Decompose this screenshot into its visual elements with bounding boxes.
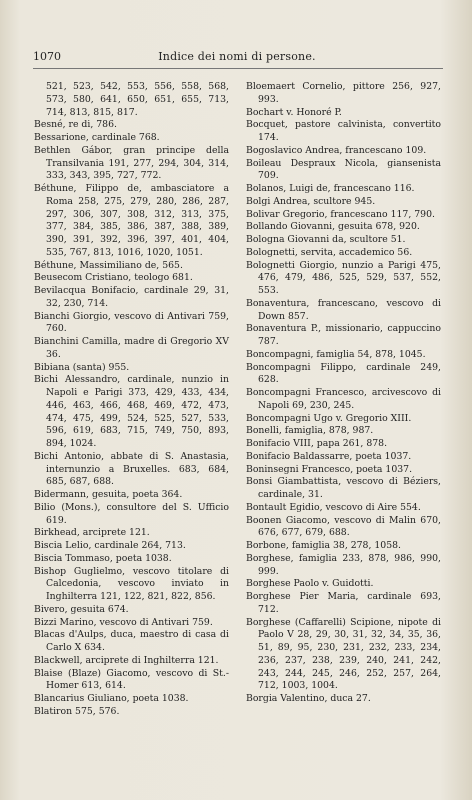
index-entry: Bizzi Marino, vescovo di Antivari 759. <box>34 616 213 628</box>
index-entry: Bloemaert Cornelio, pittore 256, 927, 993. <box>246 81 441 105</box>
index-entry: Bonsi Giambattista, vescovo di Béziers, cardinale, 31. <box>246 476 441 500</box>
running-title: Indice dei nomi di persone. <box>158 50 316 63</box>
index-entry: Blaise (Blaze) Giacomo, vescovo di St.-Homer 613, 614. <box>34 667 229 692</box>
index-entry: Bianchi Giorgio, vescovo di Antivari 759, 760. <box>34 310 229 335</box>
index-entry: Blatiron 575, 576. <box>34 705 120 717</box>
index-entry: Boncompagni Ugo v. Gregorio XIII. <box>246 412 412 424</box>
index-entry: Borghese (Caffarelli) Scipione, nipote di Paolo V 28, 29, 30, 31, 32, 34, 35, 36, 51, 89, 95, 230, 231, 232, 233, 234, 236, 237, 238, 239, 240, 241, 242, 243, 244, 245, 246, 252, 257, 264, 712, 1003, 1004. <box>246 616 441 692</box>
index-entry: Bonaventura P., missionario, cappuccino 787. <box>246 323 441 347</box>
index-column-right <box>246 81 441 706</box>
index-entry: Bianchini Camilla, madre di Gregorio XV 36. <box>34 336 229 360</box>
index-entry: Bonaventura, francescano, vescovo di Down 857. <box>246 297 441 322</box>
index-entry: Boncompagni Francesco, arcivescovo di Napoli 69, 230, 245. <box>246 387 441 411</box>
index-entry: Béthune, Filippo de, ambasciatore a Roma 258, 275, 279, 280, 286, 287, 297, 306, 307, 308, 312, 313, 375, 377, 384, 385, 386, 387, 388, 389, 390, 391, 392, 396, 397, 401, 404, 535, 767, 813, 1016, 1020, 1051. <box>34 183 229 258</box>
index-entry: Blancarius Giuliano, poeta 1038. <box>34 693 189 704</box>
index-entry: Bonelli, famiglia, 878, 987. <box>246 425 374 437</box>
index-entry: Bolanos, Luigi de, francescano 116. <box>246 183 415 194</box>
index-entry: Bologna Giovanni da, scultore 51. <box>246 234 406 245</box>
index-entry: Bivero, gesuita 674. <box>34 603 129 615</box>
index-column-left <box>34 81 229 719</box>
page-number: 1070 <box>33 50 61 63</box>
index-entry: Bichi Antonio, abbate di S. Anastasia, internunzio a Bruxelles. 683, 684, 685, 687, 688. <box>34 450 229 488</box>
index-entry: 521, 523, 542, 553, 556, 558, 568, 573, 580, 641, 650, 651, 655, 713, 714, 813, 815, 817. <box>46 81 229 118</box>
index-entry: Boncompagni Filippo, cardinale 249, 628. <box>246 361 441 386</box>
index-entry: Bolgi Andrea, scultore 945. <box>246 195 376 207</box>
index-entry: Bolivar Gregorio, francescano 117, 790. <box>246 208 435 220</box>
index-entry: Borghese, famiglia 233, 878, 986, 990, 999. <box>246 552 441 577</box>
index-entry: Bolognetti, servita, accademico 56. <box>246 246 413 258</box>
index-entry: Birkhead, arciprete 121. <box>34 527 150 539</box>
page-header <box>33 50 441 64</box>
index-entry: Bibiana (santa) 955. <box>34 361 130 373</box>
index-entry: Bonifacio VIII, papa 261, 878. <box>246 438 388 449</box>
index-entry: Boileau Despraux Nicola, giansenista 709. <box>246 157 441 182</box>
index-entry: Boncompagni, famiglia 54, 878, 1045. <box>246 348 426 360</box>
index-entry: Borghese Paolo v. Guidotti. <box>246 578 374 590</box>
index-entry: Boninsegni Francesco, poeta 1037. <box>246 463 413 475</box>
index-entry: Bontault Egidio, vescovo di Aire 554. <box>246 501 421 513</box>
index-entry: Biscia Tommaso, poeta 1038. <box>34 552 172 564</box>
index-entry: Borghese Pier Maria, cardinale 693, 712. <box>246 591 441 615</box>
index-entry: Borgia Valentino, duca 27. <box>246 693 371 704</box>
index-entry: Bessarione, cardinale 768. <box>34 132 160 143</box>
index-entry: Blacas d'Aulps, duca, maestro di casa di Carlo X 634. <box>34 629 229 653</box>
index-entry: Borbone, famiglia 38, 278, 1058. <box>246 540 402 551</box>
index-entry: Bichi Alessandro, cardinale, nunzio in Napoli e Parigi 373, 429, 433, 434, 446, 463, 466, 468, 469, 472, 473, 474, 475, 499, 524, 525, 527, 533, 596, 619, 683, 715, 749, 750, 893, 894, 1024. <box>34 374 229 449</box>
index-entry: Bolognetti Giorgio, nunzio a Parigi 475, 476, 479, 486, 525, 529, 537, 552, 553. <box>246 259 441 296</box>
index-entry: Béthune, Massimiliano de, 565. <box>34 259 183 271</box>
index-entry: Bevilacqua Bonifacio, cardinale 29, 31, 32, 230, 714. <box>34 285 229 309</box>
index-entry: Bilio (Mons.), consultore del S. Ufficio 619. <box>34 501 229 526</box>
index-entry: Bogoslavico Andrea, francescano 109. <box>246 144 427 156</box>
index-entry: Besné, re di, 786. <box>34 119 117 131</box>
index-entry: Bochart v. Honoré P. <box>246 106 342 118</box>
header-rule <box>33 68 443 69</box>
index-entry: Bidermann, gesuita, poeta 364. <box>34 489 183 500</box>
index-entry: Blackwell, arciprete di Inghilterra 121. <box>34 654 219 666</box>
index-entry: Bonifacio Baldassarre, poeta 1037. <box>246 450 412 462</box>
index-entry: Bishop Guglielmo, vescovo titolare di Calcedonia, vescovo inviato in Inghilterra 121, 122, 821, 822, 856. <box>34 565 229 602</box>
index-entry: Beusecom Cristiano, teologo 681. <box>34 272 193 284</box>
index-entry: Biscia Lelio, cardinale 264, 713. <box>34 540 186 551</box>
index-entry: Bethlen Gábor, gran principe della Transilvania 191, 277, 294, 304, 314, 333, 343, 395, 727, 772. <box>34 144 229 182</box>
index-entry: Bocquet, pastore calvinista, convertito 174. <box>246 119 441 143</box>
index-entry: Boonen Giacomo, vescovo di Malin 670, 676, 677, 679, 688. <box>246 514 441 539</box>
index-entry: Bollando Giovanni, gesuita 678, 920. <box>246 221 420 233</box>
